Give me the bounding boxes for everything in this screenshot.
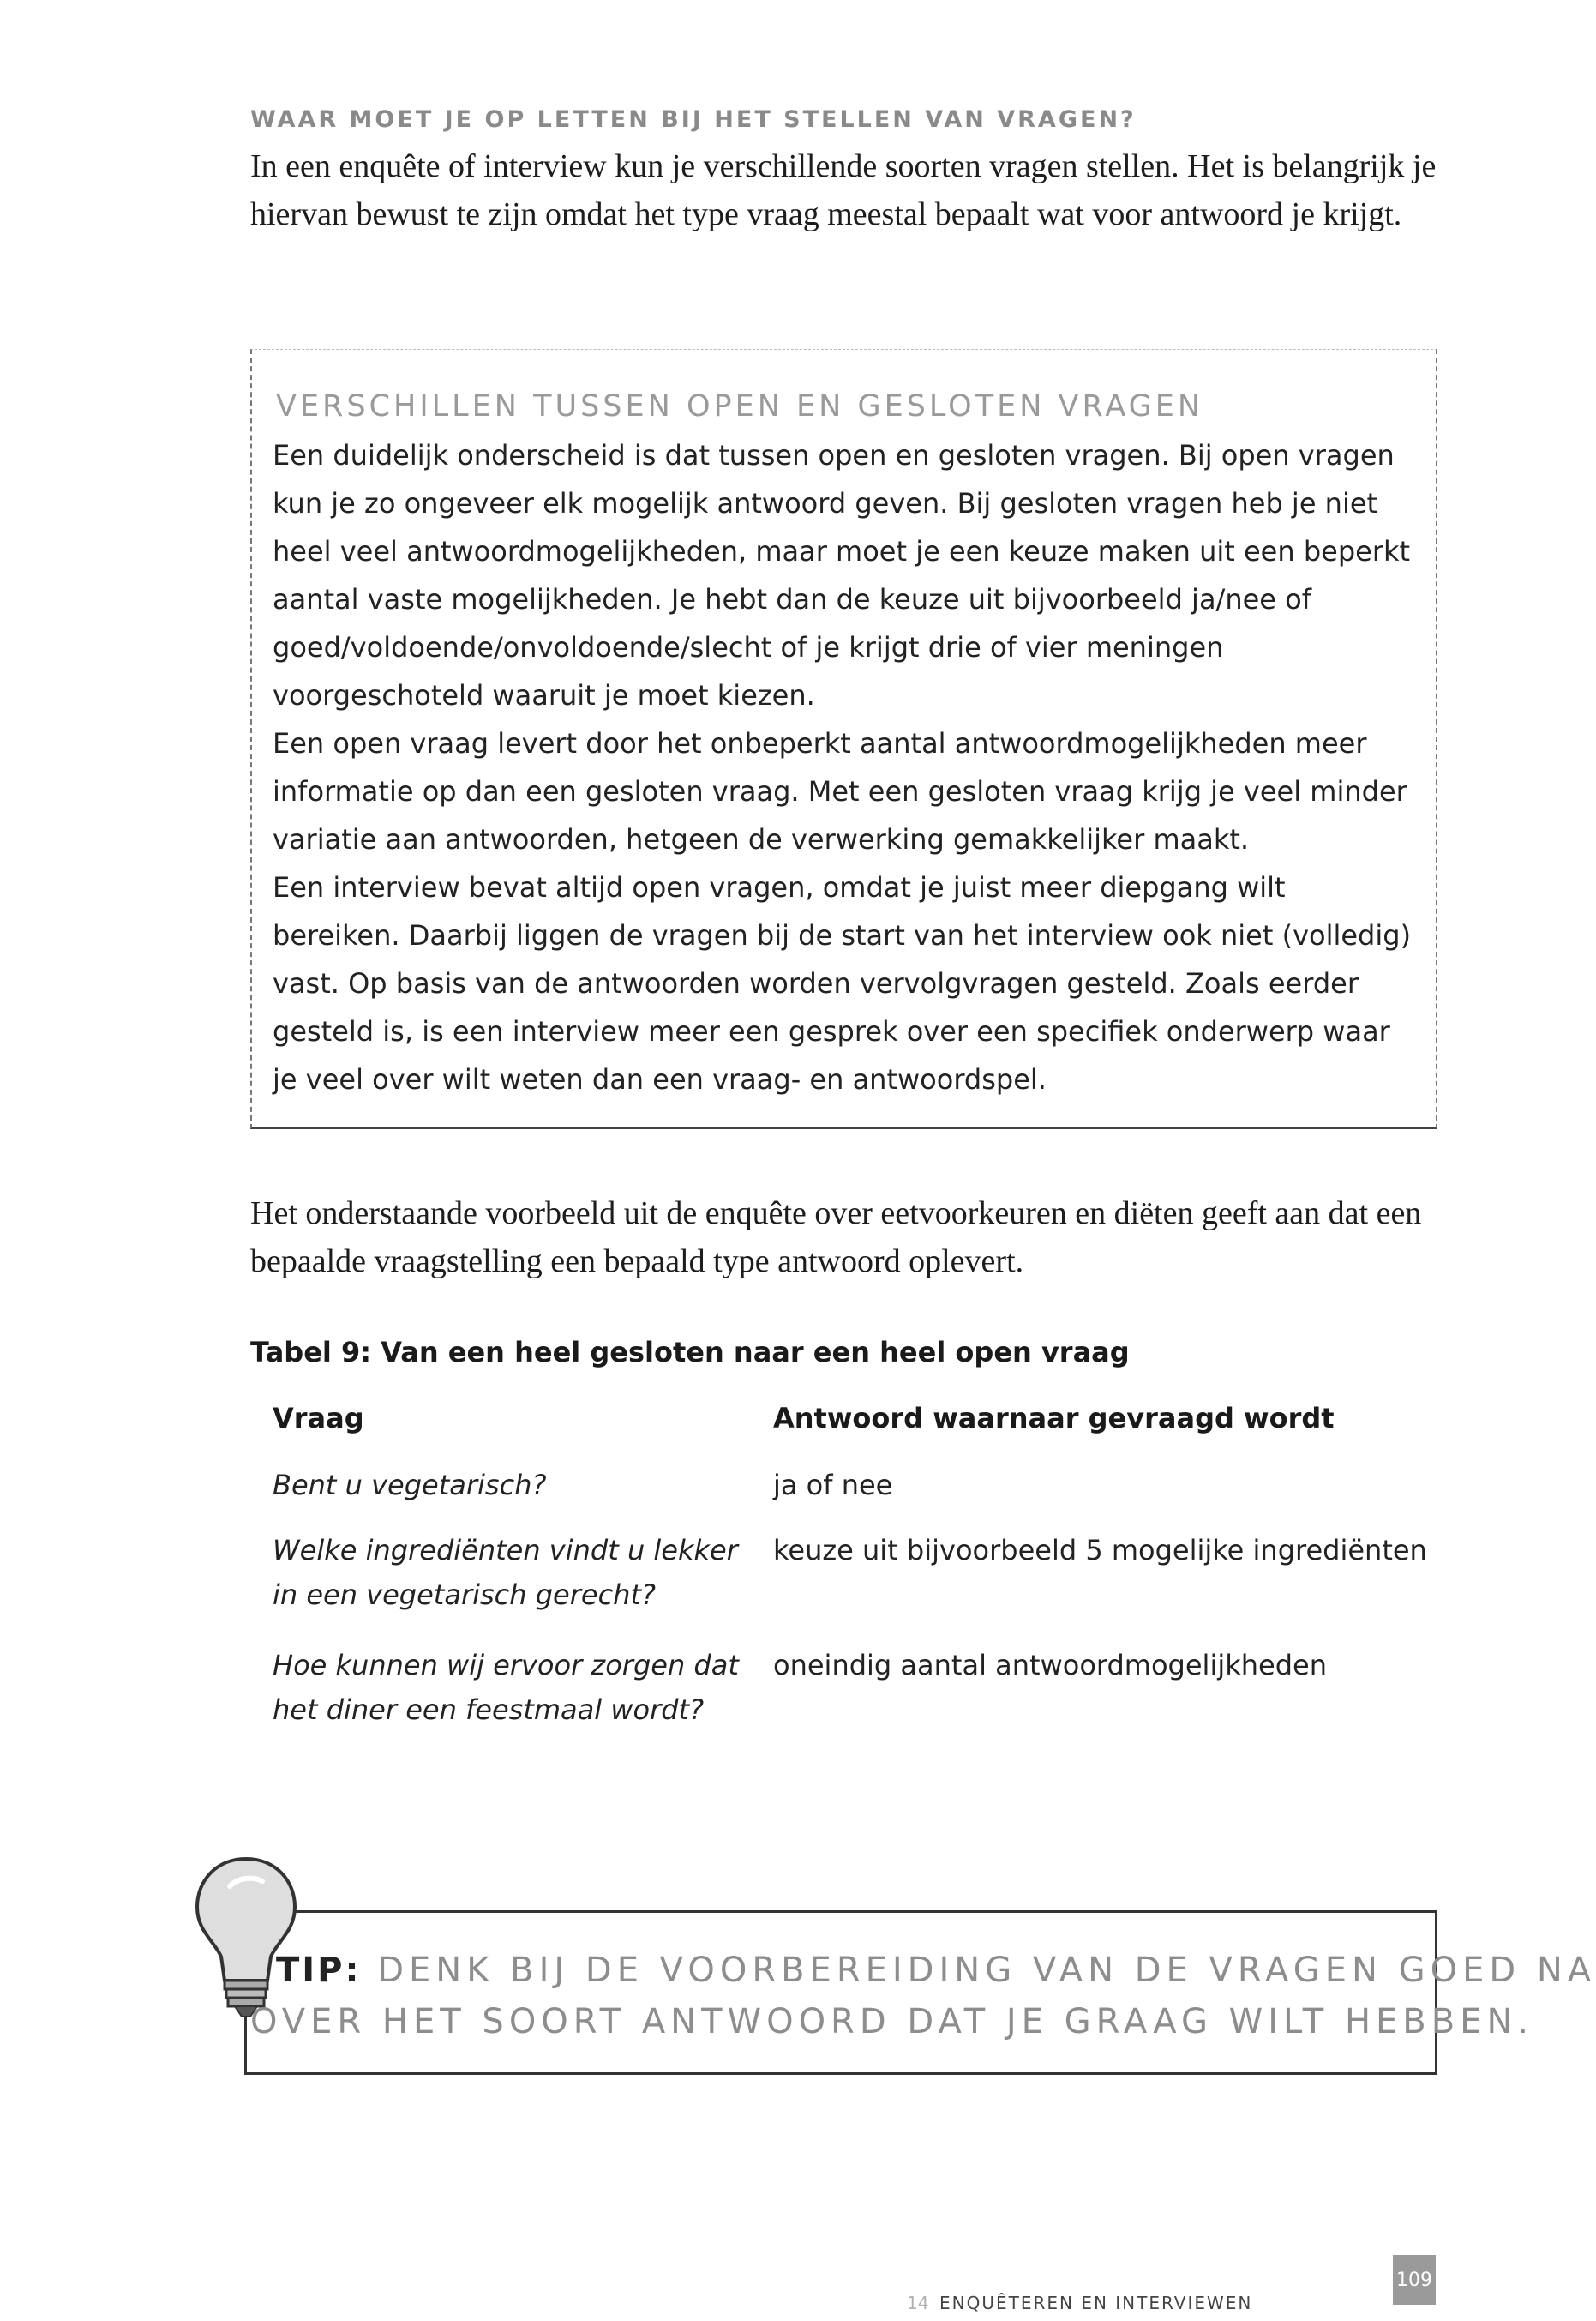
intro-paragraph: In een enquête of interview kun je verschillende soorten vragen stellen. Het is belangrijk je hiervan bewust te zijn omdat het type vraag meestal bepaalt wat voor antwoord je krijgt. <box>250 148 1437 232</box>
table-row-1-answer: ja of nee <box>773 1469 893 1501</box>
section-heading: WAAR MOET JE OP LETTEN BIJ HET STELLEN VAN VRAGEN? <box>250 106 1137 133</box>
table-row-3-answer: oneindig aantal antwoordmogelijkheden <box>773 1649 1327 1681</box>
info-box-paragraph-2: Een open vraag levert door het onbeperkt aantal antwoordmogelijkheden meer informatie op dan een gesloten vraag. Met een gesloten vraag krijg je veel minder variatie aan antwoorden, hetgeen de verwerking gemakkelijker maakt. <box>273 727 1407 856</box>
page-number: 109 <box>1393 2255 1436 2305</box>
table-header-question: Vraag <box>273 1402 364 1434</box>
tip-line-1 <box>276 1951 1596 1990</box>
example-paragraph: Het onderstaande voorbeeld uit de enquête over eetvoorkeuren en diëten geeft aan dat een bepaalde vraagstelling een bepaald type antwoord oplevert. <box>250 1195 1422 1279</box>
tip-text-1: DENK BIJ DE VOORBEREIDING VAN DE VRAGEN GOED NA <box>377 1951 1596 1990</box>
info-box-paragraph-3: Een interview bevat altijd open vragen, omdat je juist meer diepgang wilt bereiken. Daarbij liggen de vragen bij de start van het interview ook niet (volledig) vast. Op basis van de antwoorden worden vervolgvragen gesteld. Zoals eerder gesteld is, is een interview meer een gesprek over een specifiek onderwerp waar je veel over wilt weten dan een vraag- en antwoordspel. <box>273 871 1412 1096</box>
info-box-paragraph-1: Een duidelijk onderscheid is dat tussen open en gesloten vragen. Bij open vragen kun je zo ongeveer elk mogelijk antwoord geven. Bij gesloten vragen heb je niet heel veel antwoordmogelijkheden, maar moet je een keuze maken uit een beperkt aantal vaste mogelijkheden. Je hebt dan de keuze uit bijvoorbeeld ja/nee of goed/voldoende/onvoldoende/slecht of je krijgt drie of vier meningen voorgeschoteld waaruit je moet kiezen. <box>273 439 1411 712</box>
table-row-1-question: Bent u vegetarisch? <box>273 1469 547 1501</box>
table-row-2-answer: keuze uit bijvoorbeeld 5 mogelijke ingrediënten <box>773 1534 1427 1566</box>
tip-text-2: OVER HET SOORT ANTWOORD DAT JE GRAAG WILT HEBBEN. <box>250 2002 1534 2041</box>
footer-chapter-number: 14 <box>907 2293 929 2313</box>
info-box-heading: VERSCHILLEN TUSSEN OPEN EN GESLOTEN VRAGEN <box>276 389 1204 424</box>
table-header-answer: Antwoord waarnaar gevraagd wordt <box>773 1402 1335 1434</box>
lightbulb-icon <box>190 1852 302 2023</box>
table-row-2-question: Welke ingrediënten vindt u lekker in een vegetarisch gerecht? <box>273 1534 738 1611</box>
table-row-3-question: Hoe kunnen wij ervoor zorgen dat het diner een feestmaal wordt? <box>273 1649 739 1726</box>
tip-box <box>244 1910 1437 2075</box>
footer-chapter-title: ENQUÊTEREN EN INTERVIEWEN <box>939 2293 1253 2313</box>
tip-label: TIP: <box>276 1951 362 1990</box>
table-title: Tabel 9: Van een heel gesloten naar een heel open vraag <box>250 1336 1130 1368</box>
